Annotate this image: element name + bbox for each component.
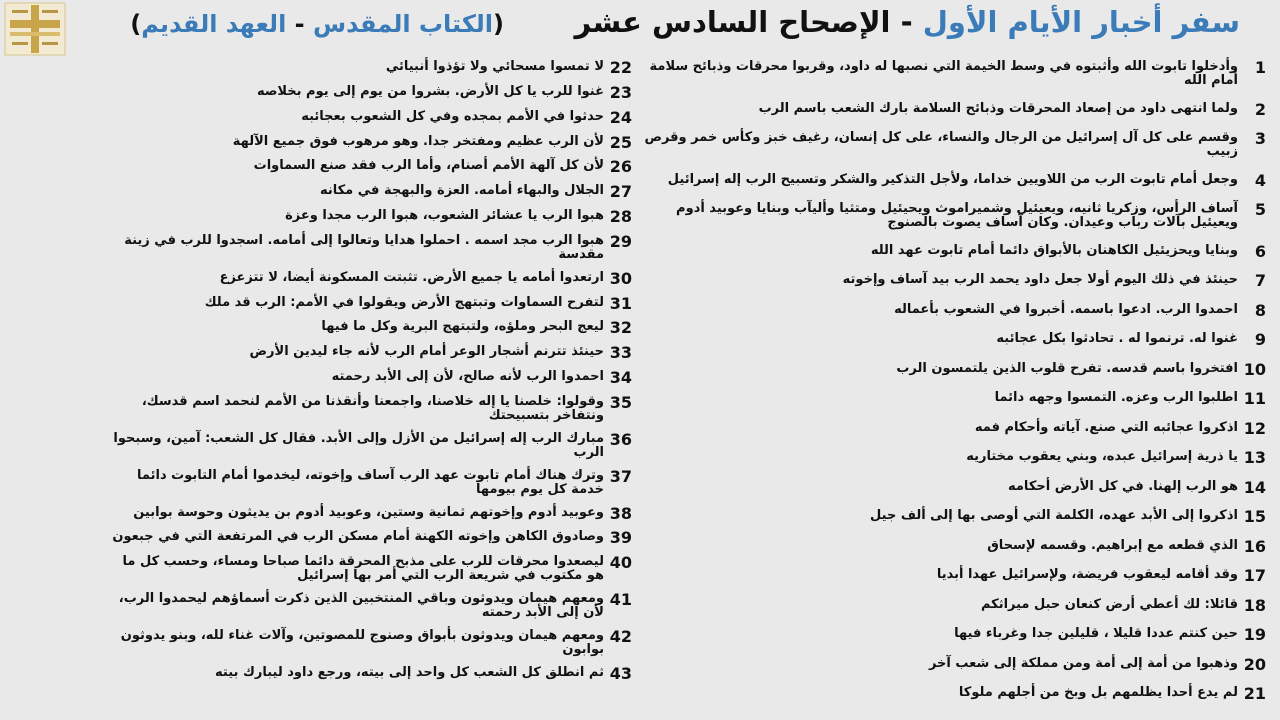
verse-text: احمدوا الرب لأنه صالح، لأن إلى الأبد رحمته — [331, 369, 604, 385]
verse-text: ومعهم هيمان ويدوثون وباقي المنتخبين الذين ذكرت أسماؤهم ليحمدوا الرب، لأن إلى الأبد رحمته — [118, 591, 604, 621]
verse-item — [634, 99, 1266, 119]
verse-item — [104, 663, 632, 683]
verse-item — [634, 418, 1266, 438]
verse-text: هو الرب إلهنا. في كل الأرض أحكامه — [1008, 478, 1238, 494]
verse-item — [104, 107, 632, 127]
verse-item — [634, 359, 1266, 379]
verse-item — [634, 300, 1266, 320]
verse-item — [104, 60, 632, 76]
verse-number: 37 — [609, 466, 632, 486]
verse-text: احمدوا الرب. ادعوا باسمه. أخبروا في الشعوب بأعماله — [894, 301, 1238, 317]
verse-item — [104, 320, 632, 336]
verse-item — [104, 209, 632, 225]
verse-text: ليصعدوا محرقات للرب على مذبح المحرقة دائما صباحا ومساء، وحسب كل ما هو مكتوب في شريعة الرب التي أمر بها إسرائيل — [122, 554, 604, 584]
verse-number: 5 — [1254, 200, 1266, 219]
verse-number: 15 — [1243, 507, 1266, 526]
verse-number: 8 — [1254, 300, 1266, 320]
verse-text: وجعل أمام تابوت الرب من اللاويين خداما، ولأجل التذكير والشكر وتسبيح الرب إله إسرائيل — [667, 171, 1238, 187]
verse-item — [104, 392, 632, 423]
verse-number: 33 — [609, 343, 632, 363]
bible-open-paren: ( — [493, 10, 504, 38]
verse-text: ارتعدوا أمامه يا جميع الأرض. تثبتت المسكونة أيضا، لا تتزعزع — [219, 269, 604, 285]
title-separator: - — [890, 5, 923, 39]
verse-number: 31 — [609, 293, 632, 313]
verse-text: وقسم على كل آل إسرائيل من الرجال والنساء، على كل إنسان، رغيف خبز وكأس خمر وقرص زبيب — [644, 130, 1238, 159]
verse-text: وترك هناك أمام تابوت عهد الرب آساف وإخوته، ليخدموا أمام التابوت دائما خدمة كل يوم بيومها — [137, 467, 604, 497]
verse-item — [104, 132, 632, 152]
verse-text: لأن كل آلهة الأمم أصنام، وأما الرب فقد صنع السماوات — [253, 158, 604, 174]
verse-text: وقد أقامه ليعقوب فريضة، ولإسرائيل عهدا أبديا — [936, 567, 1238, 582]
verse-number: 13 — [1243, 448, 1266, 467]
verse-item — [104, 159, 632, 175]
verse-number: 22 — [609, 58, 632, 77]
verse-item — [634, 273, 1266, 289]
verse-number: 19 — [1243, 625, 1266, 644]
verse-number: 9 — [1254, 330, 1266, 349]
verse-number: 28 — [609, 207, 632, 227]
verse-number: 43 — [609, 663, 632, 683]
verse-text: لا تمسوا مسحائي ولا تؤذوا أنبيائي — [385, 59, 604, 74]
verse-text: قائلا: لك أعطي أرض كنعان حبل ميراثكم — [980, 596, 1238, 612]
verse-text: ليعج البحر وملؤه، ولتبتهج البرية وكل ما فيها — [321, 319, 604, 335]
verse-text: يا ذرية إسرائيل عبده، وبني يعقوب مختاريه — [966, 449, 1238, 464]
verse-number: 20 — [1243, 654, 1266, 674]
verse-item — [104, 503, 632, 523]
verse-text: حينئذ في ذلك اليوم أولا جعل داود يحمد الرب بيد آساف وإخوته — [842, 272, 1238, 287]
verse-text: حين كنتم عددا قليلا ، قليلين جدا وغرباء فيها — [954, 626, 1238, 641]
verse-text: مبارك الرب إله إسرائيل من الأزل وإلى الأبد. فقال كل الشعب: آمين، وسبحوا الرب — [113, 430, 604, 460]
verse-item — [634, 450, 1266, 466]
verse-number: 12 — [1243, 418, 1266, 438]
verse-item — [634, 595, 1266, 615]
verse-item — [634, 509, 1266, 525]
verse-number: 41 — [609, 590, 632, 610]
verse-text: لم يدع أحدا يظلمهم بل وبخ من أجلهم ملوكا — [958, 685, 1238, 700]
verse-item — [104, 268, 632, 288]
verse-number: 21 — [1243, 684, 1266, 703]
verse-item — [634, 568, 1266, 584]
verse-text: آساف الرأس، وزكريا ثانيه، ويعيئيل وشميراموث ويحيئيل ومتثيا وأليآب وبنايا وعوبيد أدوم ويعيئيل بآلات رباب وعيدان. وكان آساف يصوت بالصنوج — [676, 201, 1238, 230]
verse-number: 35 — [609, 392, 632, 412]
verse-item — [634, 536, 1266, 556]
verse-number: 27 — [609, 182, 632, 202]
verse-number: 29 — [609, 231, 632, 251]
verse-text: وصادوق الكاهن وإخوته الكهنة أمام مسكن الرب في المرتفعة التي في جبعون — [112, 529, 604, 545]
verse-text: اطلبوا الرب وعزه. التمسوا وجهه دائما — [994, 390, 1238, 405]
bible-close-paren: ) — [130, 10, 142, 38]
verse-number: 10 — [1243, 359, 1266, 379]
verses-column-left — [104, 60, 632, 682]
verse-item — [634, 332, 1266, 348]
verse-item — [104, 184, 632, 200]
verse-item — [104, 429, 632, 460]
verse-item — [104, 82, 632, 102]
bible-header — [104, 6, 504, 42]
verse-text: هبوا الرب يا عشائر الشعوب، هبوا الرب مجدا وعزة — [285, 208, 604, 224]
verse-number: 24 — [609, 107, 632, 127]
verse-text: اذكروا عجائبه التي صنع. آياته وأحكام فمه — [974, 419, 1238, 435]
verse-item — [634, 654, 1266, 674]
verse-text: غنوا للرب يا كل الأرض. بشروا من يوم إلى يوم بخلاصه — [256, 83, 604, 99]
verse-text: الذي قطعه مع إبراهيم. وقسمه لإسحاق — [987, 537, 1238, 553]
verse-number: 14 — [1243, 477, 1266, 497]
verse-number: 17 — [1243, 566, 1266, 585]
verse-text: حينئذ تترنم أشجار الوعر أمام الرب لأنه جاء ليدين الأرض — [249, 344, 604, 360]
verse-item — [634, 477, 1266, 497]
verse-text: وأدخلوا تابوت الله وأثبتوه في وسط الخيمة التي نصبها له داود، وقربوا محرقات وذبائح سلامة أمام الله — [649, 59, 1238, 88]
verse-text: هبوا الرب مجد اسمه . احملوا هدايا وتعالوا إلى أمامه. اسجدوا للرب في زينة مقدسة — [124, 232, 604, 262]
verse-text: لأن الرب عظيم ومفتخر جدا. وهو مرهوب فوق جميع الآلهة — [232, 133, 604, 149]
verse-item — [634, 170, 1266, 190]
verse-item — [104, 530, 632, 546]
verse-item — [634, 686, 1266, 702]
verse-item — [104, 555, 632, 583]
verse-item — [634, 202, 1266, 230]
verse-text: الجلال والبهاء أمامه. العزة والبهجة في مكانه — [319, 183, 604, 199]
verse-number: 40 — [609, 553, 632, 573]
verse-item — [104, 231, 632, 262]
chapter-title: الإصحاح السادس عشر — [574, 5, 891, 39]
bible-title: الكتاب المقدس — [312, 10, 494, 38]
verse-number: 42 — [609, 626, 632, 646]
verse-number: 4 — [1254, 170, 1266, 190]
verse-number: 32 — [609, 318, 632, 338]
bible-separator: - — [286, 10, 313, 38]
verse-number: 11 — [1243, 389, 1266, 408]
verse-number: 7 — [1254, 271, 1266, 290]
verse-text: وقولوا: خلصنا يا إله خلاصنا، واجمعنا وأنقذنا من الأمم لنحمد اسم قدسك، ونتفاخر بتسبيحتك — [141, 393, 604, 423]
verse-number: 25 — [609, 132, 632, 152]
verse-text: وذهبوا من أمة إلى أمة ومن مملكة إلى شعب آخر — [928, 655, 1238, 671]
verse-item — [104, 293, 632, 313]
verse-text: ولما انتهى داود من إصعاد المحرقات وذبائح السلامة بارك الشعب باسم الرب — [758, 100, 1238, 116]
verse-text: غنوا له. ترنموا له . تحادثوا بكل عجائبه — [996, 331, 1238, 346]
testament-title: العهد القديم — [141, 10, 287, 38]
verse-text: اذكروا إلى الأبد عهده، الكلمة التي أوصى بها إلى ألف جيل — [870, 508, 1238, 523]
verse-text: وعوبيد أدوم وإخوتهم ثمانية وستين، وعوبيد أدوم بن يديثون وحوسة بوابين — [133, 504, 604, 520]
cross-logo-icon — [4, 2, 66, 56]
verse-item — [104, 345, 632, 361]
verse-text: ثم انطلق كل الشعب كل واحد إلى بيته، ورجع داود ليبارك بيته — [215, 664, 604, 680]
verse-number: 1 — [1254, 58, 1266, 77]
verse-item — [104, 370, 632, 386]
verse-number: 34 — [609, 368, 632, 388]
verse-number: 26 — [609, 157, 632, 177]
book-title: سفر أخبار الأيام الأول — [922, 5, 1240, 39]
verse-number: 3 — [1254, 129, 1266, 148]
verse-number: 39 — [609, 528, 632, 548]
verse-item — [634, 391, 1266, 407]
verse-number: 6 — [1254, 241, 1266, 261]
verse-item — [634, 627, 1266, 643]
page-header — [574, 2, 1240, 42]
verse-text: ومعهم هيمان ويدوثون بأبواق وصنوج للمصوتين، وآلات غناء لله، وبنو يدوثون بوابون — [120, 627, 604, 657]
verse-number: 23 — [609, 82, 632, 102]
verse-item — [634, 241, 1266, 261]
verse-number: 30 — [609, 268, 632, 288]
verse-text: افتخروا باسم قدسه. تفرح قلوب الذين يلتمسون الرب — [896, 360, 1238, 376]
verse-item — [634, 60, 1266, 88]
verse-item — [104, 626, 632, 657]
verse-number: 38 — [609, 503, 632, 523]
verse-text: وبنايا ويحزيئيل الكاهنان بالأبواق دائما أمام تابوت عهد الله — [870, 242, 1238, 258]
verse-number: 2 — [1254, 99, 1266, 119]
verse-number: 36 — [609, 429, 632, 449]
verse-number: 18 — [1243, 595, 1266, 615]
verses-column-right — [634, 60, 1266, 702]
verse-number: 16 — [1243, 536, 1266, 556]
verse-item — [634, 131, 1266, 159]
verse-item — [104, 466, 632, 497]
verse-text: لتفرح السماوات وتبتهج الأرض ويقولوا في الأمم: الرب قد ملك — [204, 294, 604, 310]
verse-item — [104, 592, 632, 620]
verse-text: حدثوا في الأمم بمجده وفي كل الشعوب بعجائبه — [301, 108, 604, 124]
